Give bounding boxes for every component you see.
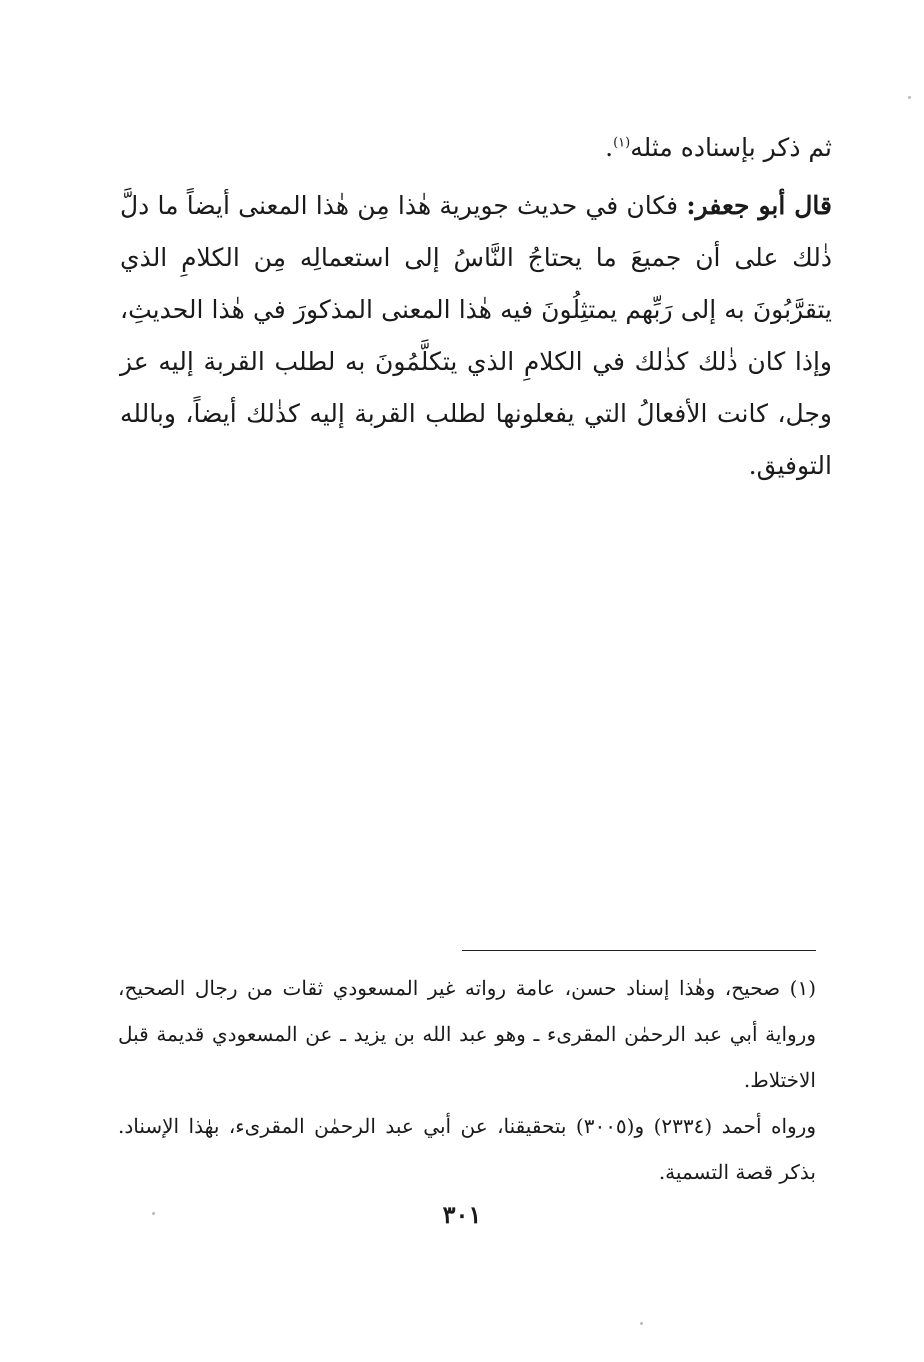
footnotes [118,965,816,1195]
footnote-reference: (١) [613,135,631,151]
footnote-divider [462,950,816,951]
intro-text: ثم ذكر بإسناده مثله [630,133,832,162]
main-paragraph [120,180,832,492]
intro-end: . [605,133,614,162]
scan-speck [908,96,911,99]
main-text [120,122,832,492]
scan-speck [152,1212,155,1215]
scan-speck [640,1322,643,1325]
paragraph-lead: قال أبو جعفر: [686,191,832,220]
page-number: ٣٠١ [442,1200,482,1229]
paragraph-body: فكان في حديث جويرية هٰذا مِن هٰذا المعنى أيضاً ما دلَّ ذٰلك على أن جميعَ ما يحتاجُ النَّاسُ إلى استعمالِه مِن الكلامِ الذي يتقرَّبُونَ به إلى رَبِّهم يمتثِلُونَ فيه هٰذا المعنى المذكورَ في هٰذا الحديثِ، وإذا كان ذٰلك كذٰلك في الكلامِ الذي يتكلَّمُونَ به لطلب القربة إليه عز وجل، كانت الأفعالُ التي يفعلونها لطلب القربة إليه كذٰلك أيضاً، وبالله التوفيق. [120,191,832,480]
footnote-2: ورواه أحمد (٢٣٣٤) و(٣٠٠٥) بتحقيقنا، عن أبي عبد الرحمٰن المقرىء، بهٰذا الإسناد. بذكر قصة التسمية. [118,1114,816,1184]
intro-line [120,122,832,174]
footnote-1: (١) صحيح، وهٰذا إسناد حسن، عامة رواته غير المسعودي ثقات من رجال الصحيح، ورواية أبي عبد الرحمٰن المقرىء ـ وهو عبد الله بن يزيد ـ عن المسعودي قديمة قبل الاختلاط. [118,976,816,1092]
